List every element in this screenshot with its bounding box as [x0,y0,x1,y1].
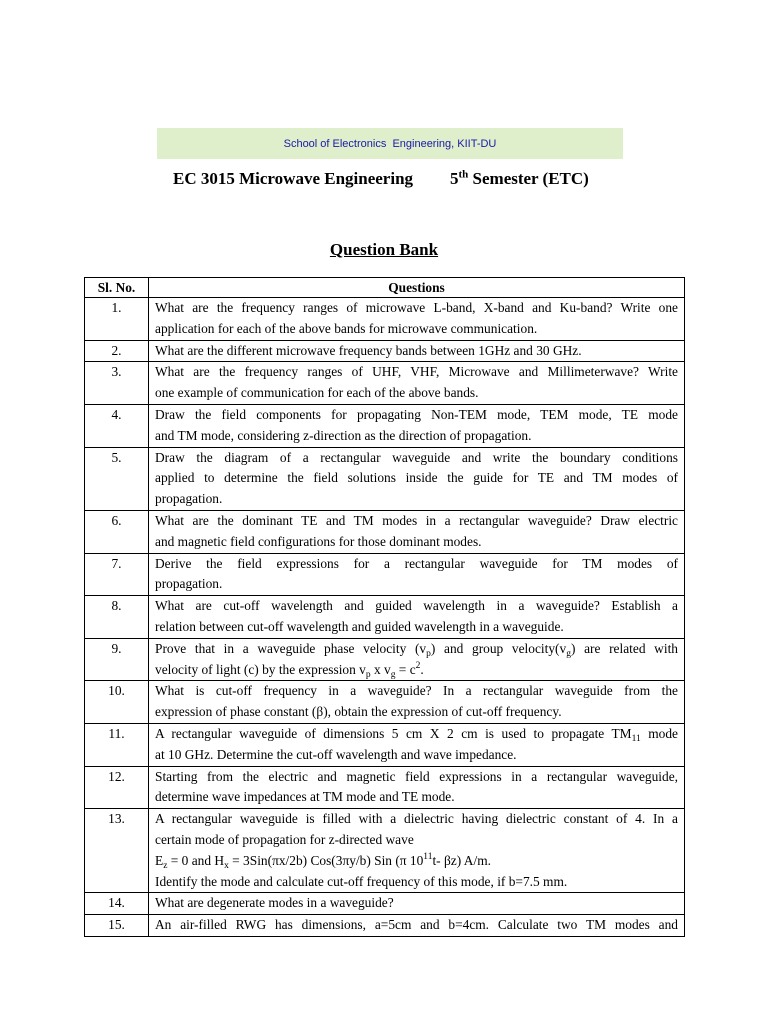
table-row [85,893,685,915]
question-text: Derive the field expressions for a rectangular waveguide for TM modes of propagation. [149,553,685,596]
row-number: 10. [85,681,149,724]
table-row [85,510,685,553]
row-number: 12. [85,766,149,809]
row-number: 11. [85,723,149,766]
table-row [85,553,685,596]
row-number: 7. [85,553,149,596]
question-text: Draw the field components for propagating Non-TEM mode, TEM mode, TE mode and TM mode, considering z-direction as the direction of propagation. [149,404,685,447]
table-header-row [85,278,685,298]
question-text: Prove that in a waveguide phase velocity $(v_p)$ and group $velocity(v_g)$ are related with velocity of light (c) by the expression $v_p$ x $v_g = c^2$. [149,638,685,681]
table-row [85,915,685,937]
question-text: A rectangular waveguide of dimensions 5 cm X 2 cm is used to propagate $TM_{11}$ mode at 10 GHz. Determine the cut-off wavelength and wave impedance. [149,723,685,766]
question-text: Draw the diagram of a rectangular waveguide and write the boundary conditions applied to determine the field solutions inside the guide for TE and TM modes of propagation. [149,447,685,510]
table-row [85,809,685,893]
row-number: 5. [85,447,149,510]
table-row [85,298,685,341]
table-row [85,723,685,766]
question-text: What is cut-off frequency in a waveguide? In a rectangular waveguide from the expression of phase constant (β), obtain the expression of cut-off frequency. [149,681,685,724]
table-row [85,447,685,510]
row-number: 1. [85,298,149,341]
column-header-questions: Questions [149,278,685,298]
row-number: 2. [85,340,149,362]
row-number: 9. [85,638,149,681]
table-row [85,638,685,681]
table-row [85,596,685,639]
question-text: An air-filled RWG has dimensions, a=5cm and b=4cm. Calculate two TM modes and [149,915,685,937]
table-row [85,766,685,809]
table-row [85,340,685,362]
question-text: A rectangular waveguide is filled with a dielectric having dielectric constant of 4. In a certain mode of propagation for z-directed wave $E_z = 0$ and $H_x = 3Sin(\pi x/2b)$ Cos(3πy/b) Sin (π $10^{11}t-$ βz) A/m. Identify the mode and calculate cut-off frequency of this mode, if b=7.5 mm. [149,809,685,893]
table-row [85,362,685,405]
question-text: What are the dominant TE and TM modes in a rectangular waveguide? Draw electric and magnetic field configurations for those dominant modes. [149,510,685,553]
question-text: What are cut-off wavelength and guided wavelength in a waveguide? Establish a relation between cut-off wavelength and guided wavelength in a waveguide. [149,596,685,639]
column-header-sl-no: Sl. No. [85,278,149,298]
page-title: Question Bank [329,240,439,259]
question-text: What are the frequency ranges of UHF, VHF, Microwave and Millimeterwave? Write one example of communication for each of the above bands. [149,362,685,405]
question-text: What are degenerate modes in a waveguide? [149,893,685,915]
table-row [85,404,685,447]
row-number: 15. [85,915,149,937]
semester-label: 5th Semester (ETC) [450,168,589,188]
question-table [84,277,685,937]
course-code: EC 3015 Microwave Engineering [173,169,414,188]
row-number: 14. [85,893,149,915]
row-number: 6. [85,510,149,553]
question-text: Starting from the electric and magnetic field expressions in a rectangular waveguide, determine wave impedances at TM mode and TE mode. [149,766,685,809]
school-banner: School of Electronics Engineering, KIIT-DU [157,128,623,159]
question-text: What are the different microwave frequency bands between 1GHz and 30 GHz. [149,340,685,362]
row-number: 4. [85,404,149,447]
course-heading [173,166,643,192]
row-number: 3. [85,362,149,405]
question-text: What are the frequency ranges of microwave L-band, X-band and Ku-band? Write one application for each of the above bands for microwave communication. [149,298,685,341]
row-number: 8. [85,596,149,639]
row-number: 13. [85,809,149,893]
table-row [85,681,685,724]
